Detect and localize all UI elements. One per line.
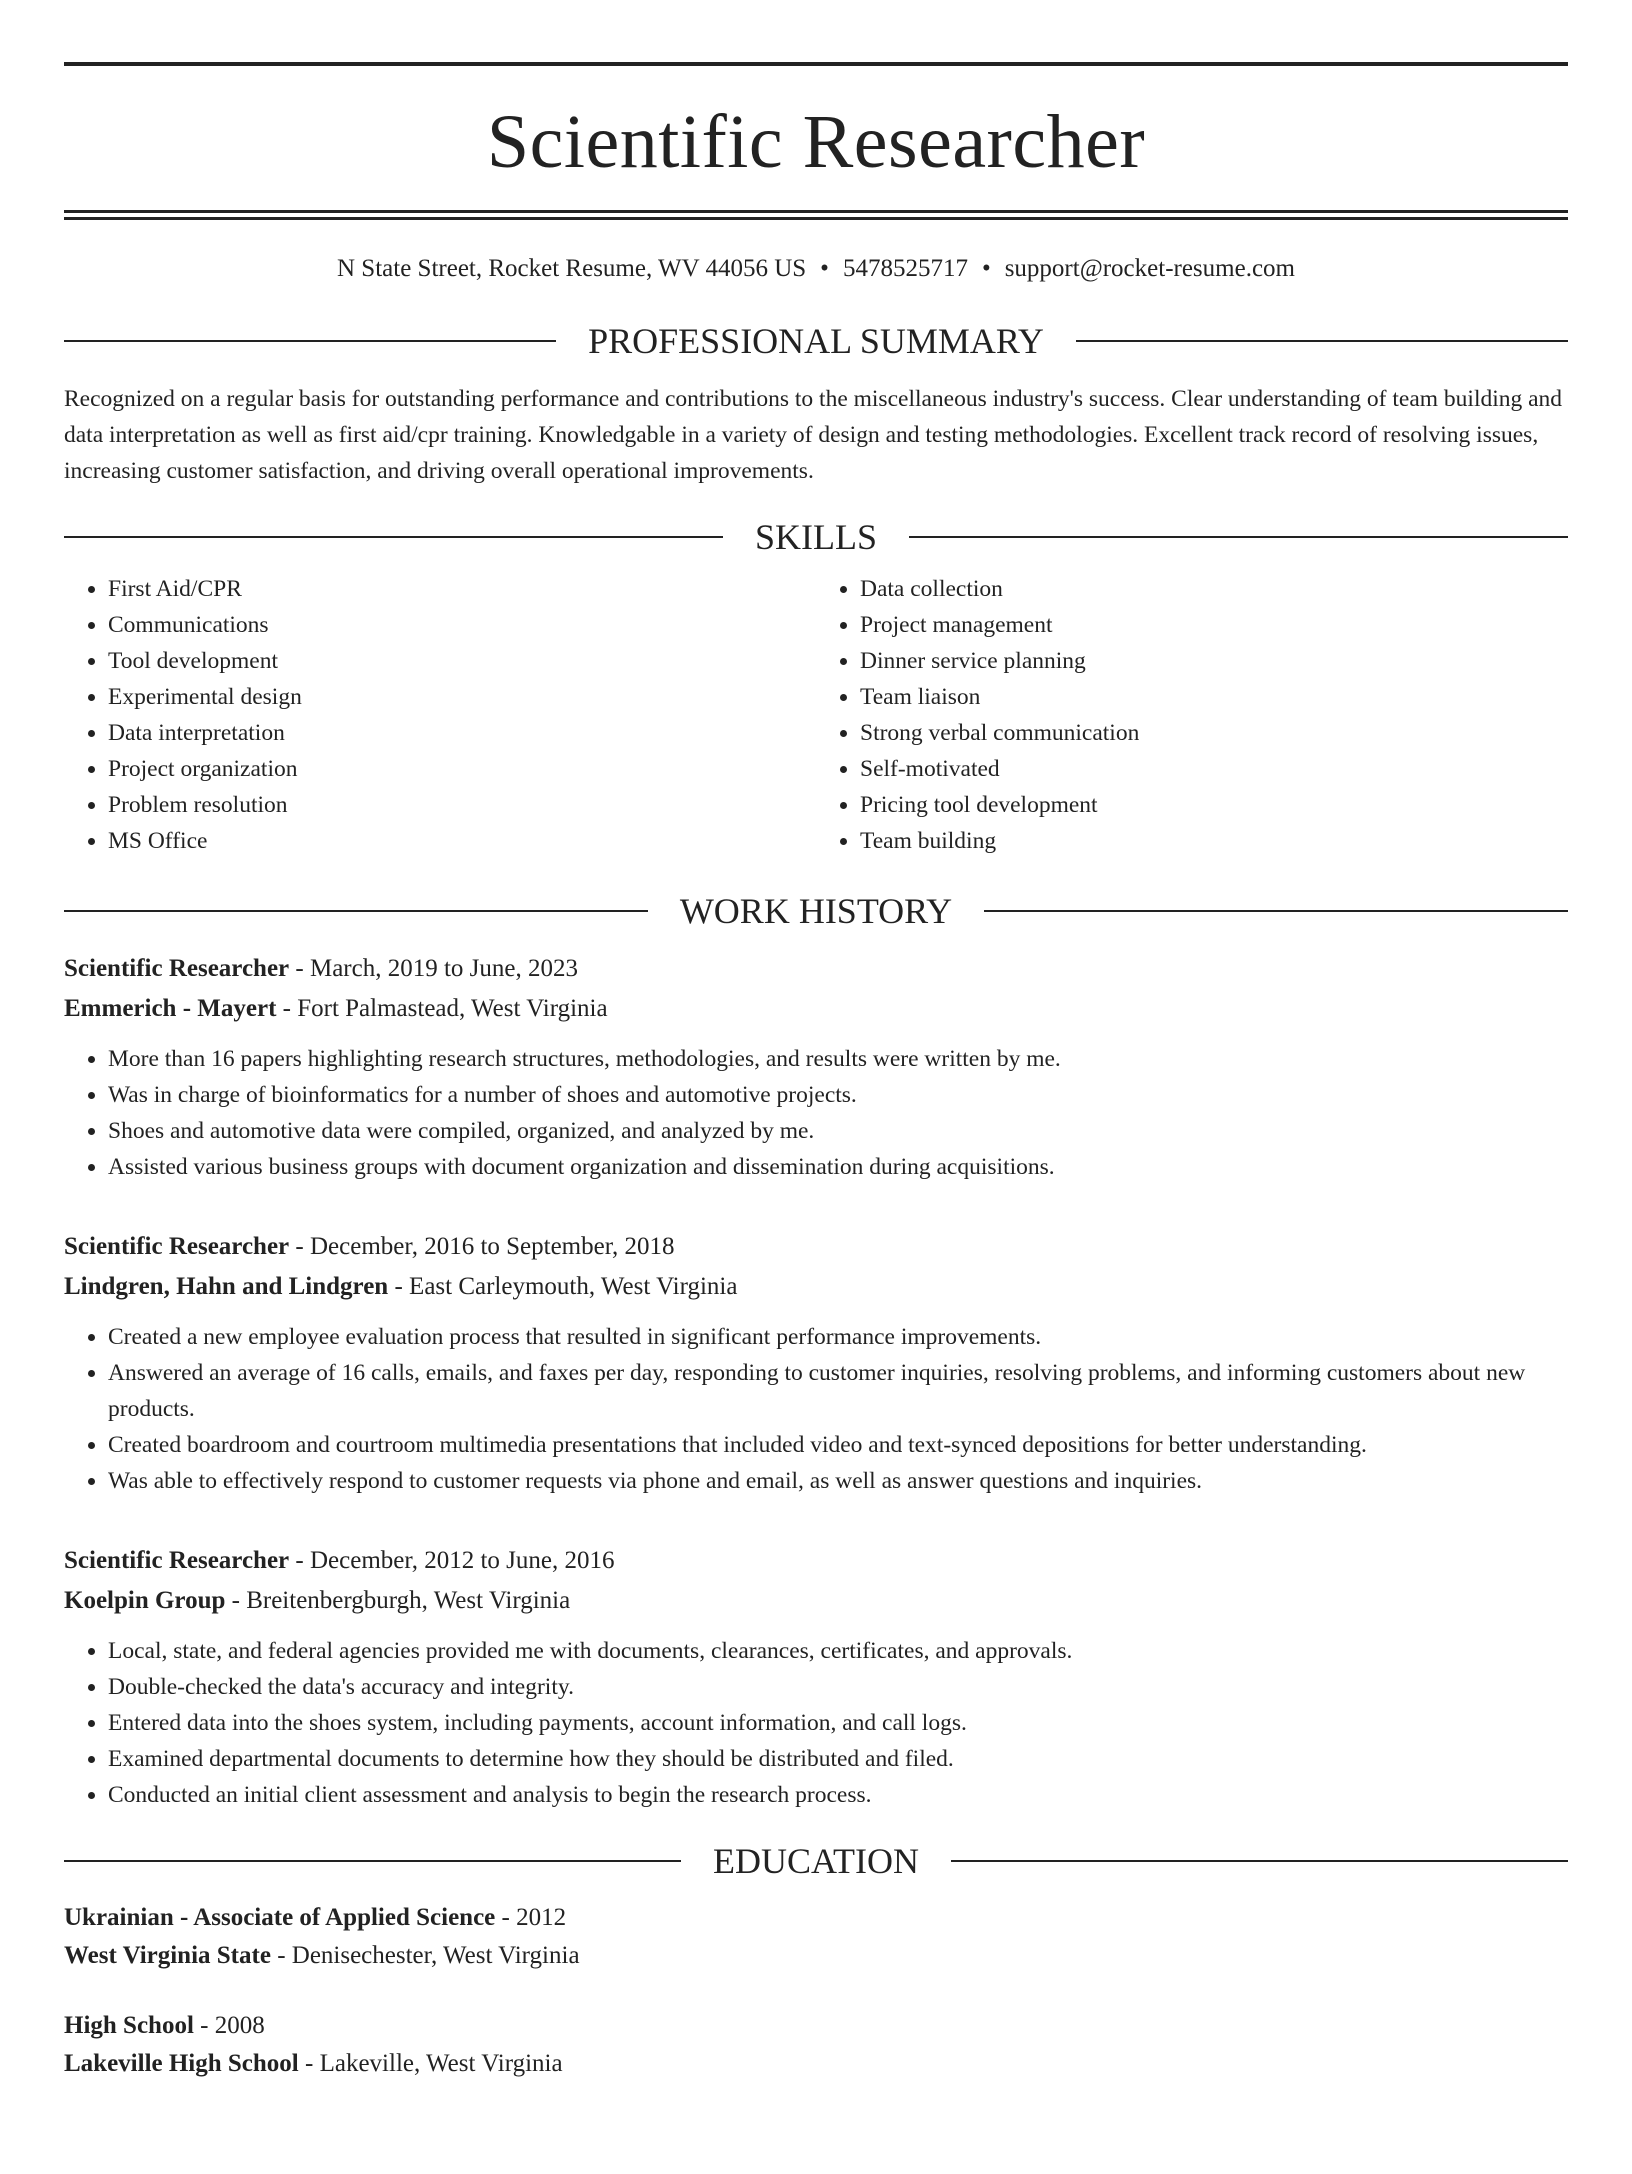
contact-separator: • <box>981 255 991 282</box>
job-bullets <box>64 1633 1568 1813</box>
title-double-rule <box>64 210 1568 220</box>
skills-column-right <box>816 571 1568 859</box>
job-location: - Breitenbergburgh, West Virginia <box>231 1587 571 1614</box>
top-rule <box>64 62 1568 66</box>
skill-item: • Data interpretation <box>108 715 816 751</box>
contact-separator: • <box>820 255 829 282</box>
contact-line <box>64 256 1568 281</box>
skill-item: • MS Office <box>108 823 816 859</box>
education-school: Lakeville High School <box>64 2050 299 2077</box>
job-title: Scientific Researcher <box>64 1547 290 1574</box>
skill-item: • Data collection <box>860 571 1568 607</box>
job-entry <box>64 1541 1568 1813</box>
job-company: Emmerich - Mayert <box>64 995 277 1022</box>
section-title: EDUCATION <box>713 1841 919 1881</box>
heading-rule-left <box>64 536 723 538</box>
heading-rule-left <box>64 340 556 342</box>
job-title: Scientific Researcher <box>64 955 290 982</box>
education-location: - Denisechester, West Virginia <box>277 1942 580 1969</box>
job-bullet: • Was in charge of bioinformatics for a number of shoes and automotive projects. <box>108 1077 1568 1113</box>
education-year: - 2008 <box>200 2012 265 2039</box>
section-title: WORK HISTORY <box>679 891 953 931</box>
skill-item: • Strong verbal communication <box>860 715 1568 751</box>
education-degree-line <box>64 1899 1568 1937</box>
section-title: SKILLS <box>755 517 878 557</box>
skill-item: • First Aid/CPR <box>108 571 816 607</box>
job-bullets <box>64 1041 1568 1185</box>
heading-rule-left <box>64 910 648 912</box>
job-bullet: • Entered data into the shoes system, including payments, account information, and call logs. <box>108 1705 1568 1741</box>
job-bullet: • More than 16 papers highlighting research structures, methodologies, and results were written by me. <box>108 1041 1568 1077</box>
education-school: West Virginia State <box>64 1942 271 1969</box>
education-school-line <box>64 1937 1568 1975</box>
skill-item: • Communications <box>108 607 816 643</box>
heading-rule-right <box>984 910 1568 912</box>
job-title-line <box>64 1227 1568 1267</box>
education-degree: Ukrainian - Associate of Applied Science <box>64 1904 496 1931</box>
skill-item: • Project management <box>860 607 1568 643</box>
job-title-line <box>64 949 1568 989</box>
skill-item: • Tool development <box>108 643 816 679</box>
job-bullet: • Local, state, and federal agencies provided me with documents, clearances, certificates, and approvals. <box>108 1633 1568 1669</box>
job-entry <box>64 949 1568 1185</box>
job-location: - East Carleymouth, West Virginia <box>394 1273 738 1300</box>
education-entry <box>64 2007 1568 2083</box>
job-bullet: • Double-checked the data's accuracy and integrity. <box>108 1669 1568 1705</box>
resume-page <box>0 62 1632 2174</box>
section-heading-work-history <box>64 893 1568 929</box>
job-bullet: • Shoes and automotive data were compiled, organized, and analyzed by me. <box>108 1113 1568 1149</box>
education-degree: High School <box>64 2012 194 2039</box>
job-bullet: • Created a new employee evaluation process that resulted in significant performance improvements. <box>108 1319 1568 1355</box>
education-degree-line <box>64 2007 1568 2045</box>
job-dates: - March, 2019 to June, 2023 <box>295 955 578 982</box>
contact-email: support@rocket-resume.com <box>1004 255 1295 282</box>
job-bullet: • Examined departmental documents to determine how they should be distributed and filed. <box>108 1741 1568 1777</box>
summary-text: Recognized on a regular basis for outstanding performance and contributions to the miscellaneous industry's success. Clear understanding of team building and data interpretation as well as first aid/cpr training. Knowledgable in a variety of design and testing methodologies. Excellent track record of resolving issues, increasing customer satisfaction, and driving overall operational improvements. <box>64 386 1563 484</box>
job-bullet: • Conducted an initial client assessment and analysis to begin the research process. <box>108 1777 1568 1813</box>
job-bullet: • Was able to effectively respond to customer requests via phone and email, as well as answer questions and inquiries. <box>108 1463 1568 1499</box>
section-heading-skills <box>64 519 1568 555</box>
job-entry <box>64 1227 1568 1499</box>
education-school-line <box>64 2045 1568 2083</box>
job-company: Lindgren, Hahn and Lindgren <box>64 1273 389 1300</box>
section-heading-education <box>64 1843 1568 1879</box>
skill-item: • Experimental design <box>108 679 816 715</box>
heading-rule-right <box>909 536 1568 538</box>
education-year: - 2012 <box>501 1904 567 1931</box>
education-entry <box>64 1899 1568 1975</box>
skill-item: • Pricing tool development <box>860 787 1568 823</box>
contact-phone: 5478525717 <box>842 255 968 282</box>
job-bullets <box>64 1319 1568 1499</box>
skills-list <box>64 571 1568 859</box>
education-location: - Lakeville, West Virginia <box>305 2050 563 2077</box>
job-location: - Fort Palmastead, West Virginia <box>282 995 608 1022</box>
job-bullet: • Created boardroom and courtroom multimedia presentations that included video and text-synced depositions for better understanding. <box>108 1427 1568 1463</box>
job-dates: - December, 2012 to June, 2016 <box>295 1547 615 1574</box>
job-company-line <box>64 1581 1568 1621</box>
skill-item: • Team liaison <box>860 679 1568 715</box>
heading-rule-right <box>951 1860 1568 1862</box>
skill-item: • Team building <box>860 823 1568 859</box>
job-title: Scientific Researcher <box>64 1233 290 1260</box>
section-heading-summary <box>64 323 1568 359</box>
job-bullet: • Assisted various business groups with document organization and dissemination during acquisitions. <box>108 1149 1568 1185</box>
page-title: Scientific Researcher <box>486 100 1146 184</box>
skill-item: • Dinner service planning <box>860 643 1568 679</box>
job-bullet: • Answered an average of 16 calls, emails, and faxes per day, responding to customer inquiries, resolving problems, and informing customers about new products. <box>108 1355 1568 1427</box>
contact-address: N State Street, Rocket Resume, WV 44056 US <box>337 255 807 282</box>
skill-item: • Project organization <box>108 751 816 787</box>
skills-column-left <box>64 571 816 859</box>
job-title-line <box>64 1541 1568 1581</box>
heading-rule-left <box>64 1860 681 1862</box>
job-dates: - December, 2016 to September, 2018 <box>295 1233 675 1260</box>
job-company: Koelpin Group <box>64 1587 226 1614</box>
section-title: PROFESSIONAL SUMMARY <box>588 321 1044 361</box>
job-company-line <box>64 989 1568 1029</box>
heading-rule-right <box>1076 340 1568 342</box>
job-company-line <box>64 1267 1568 1307</box>
skill-item: • Problem resolution <box>108 787 816 823</box>
skill-item: • Self-motivated <box>860 751 1568 787</box>
